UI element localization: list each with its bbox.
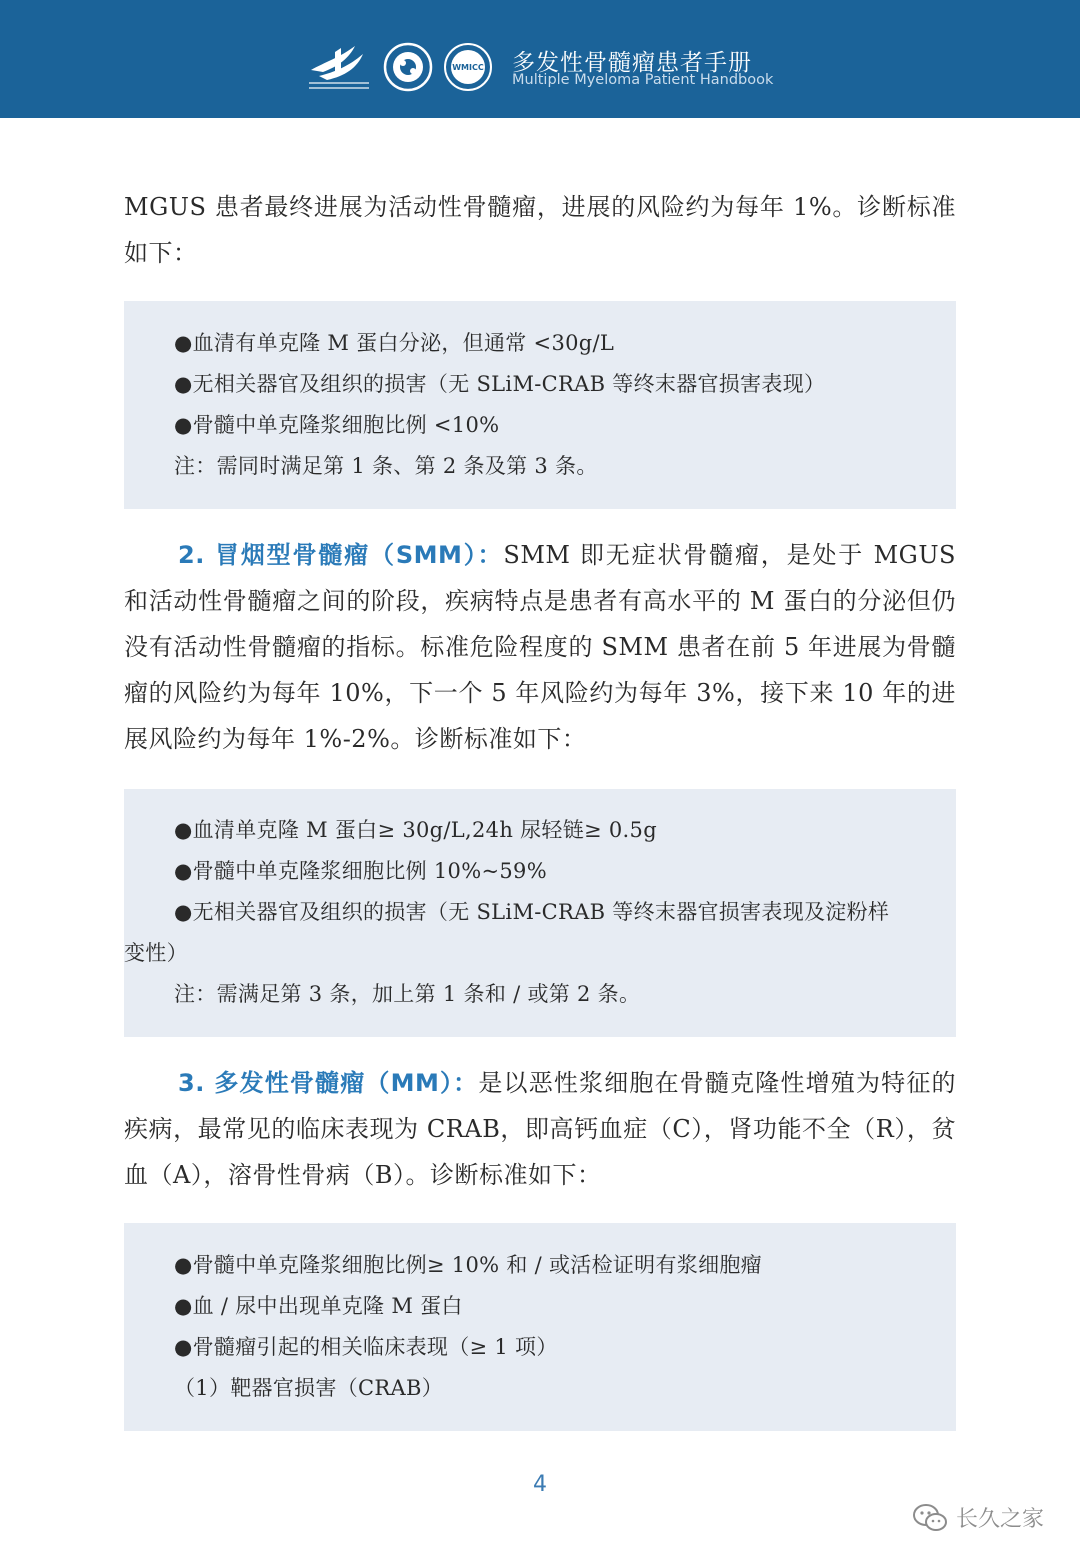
smm-note: 注：需满足第 3 条，加上第 1 条和 / 或第 2 条。 [174, 982, 641, 1006]
handbook-subtitle: Multiple Myeloma Patient Handbook [512, 72, 774, 88]
wmicc-logo-text: WMICC [452, 63, 484, 72]
seal-logo-icon [383, 42, 433, 92]
smm-criteria-box [124, 789, 956, 1037]
mgus-criteria-box [124, 301, 956, 509]
mm-criterion-1: ●骨髓中单克隆浆细胞比例≥ 10% 和 / 或活检证明有浆细胞瘤 [174, 1253, 762, 1277]
mm-criteria-box [124, 1223, 956, 1431]
mgus-note: 注：需同时满足第 1 条、第 2 条及第 3 条。 [174, 454, 598, 478]
mm-heading: 3. 多发性骨髓瘤（MM）： [178, 1069, 479, 1097]
smm-criterion-3-continued: 变性） [124, 941, 188, 965]
watermark-text: 长久之家 [955, 1507, 1044, 1532]
handbook-title: 多发性骨髓瘤患者手册 [512, 50, 752, 76]
mm-paragraph [124, 1060, 956, 1198]
mm-description: 是以恶性浆细胞在骨髓克隆性增殖为特征的疾病，最常见的临床表现为 CRAB，即高钙血症（C），肾功能不全（R），贫血（A），溶骨性骨病（B）。诊断标准如下： [124, 1069, 957, 1189]
smm-criterion-3: ●无相关器官及组织的损害（无 SLiM-CRAB 等终末器官损害表现及淀粉样 [174, 900, 890, 924]
mm-criterion-2: ●血 / 尿中出现单克隆 M 蛋白 [174, 1294, 463, 1318]
mm-criterion-3-sub-1: （1）靶器官损害（CRAB） [174, 1376, 444, 1400]
wmicc-logo-icon [443, 42, 493, 92]
association-logo-icon [305, 40, 373, 92]
wechat-icon [912, 1503, 948, 1533]
page-number: 4 [533, 1472, 547, 1497]
mm-criterion-3: ●骨髓瘤引起的相关临床表现（≥ 1 项） [174, 1335, 558, 1359]
smm-description: SMM 即无症状骨髓瘤，是处于 MGUS 和活动性骨髓瘤之间的阶段，疾病特点是患者有高水平的 M 蛋白的分泌但仍没有活动性骨髓瘤的指标。标准危险程度的 SMM 患者在前 5 年进展为骨髓瘤的风险约为每年 10%，下一个 5 年风险约为每年 3%，接下来 10 年的进展风险约为每年 1%-2%。诊断标准如下： [124, 541, 956, 753]
wechat-watermark [912, 1502, 1044, 1533]
smm-paragraph [124, 532, 956, 762]
intro-paragraph: MGUS 患者最终进展为活动性骨髓瘤，进展的风险约为每年 1%。诊断标准如下： [124, 193, 956, 267]
mgus-criterion-1: ●血清有单克隆 M 蛋白分泌，但通常 <30g/L [174, 331, 615, 355]
mgus-criterion-2: ●无相关器官及组织的损害（无 SLiM-CRAB 等终末器官损害表现） [174, 372, 826, 396]
smm-criterion-2: ●骨髓中单克隆浆细胞比例 10%~59% [174, 859, 547, 883]
smm-criterion-1: ●血清单克隆 M 蛋白≥ 30g/L,24h 尿轻链≥ 0.5g [174, 818, 657, 842]
smm-heading: 2. 冒烟型骨髓瘤（SMM）： [178, 541, 504, 569]
page-header [0, 0, 1080, 118]
mgus-criterion-3: ●骨髓中单克隆浆细胞比例 <10% [174, 413, 500, 437]
